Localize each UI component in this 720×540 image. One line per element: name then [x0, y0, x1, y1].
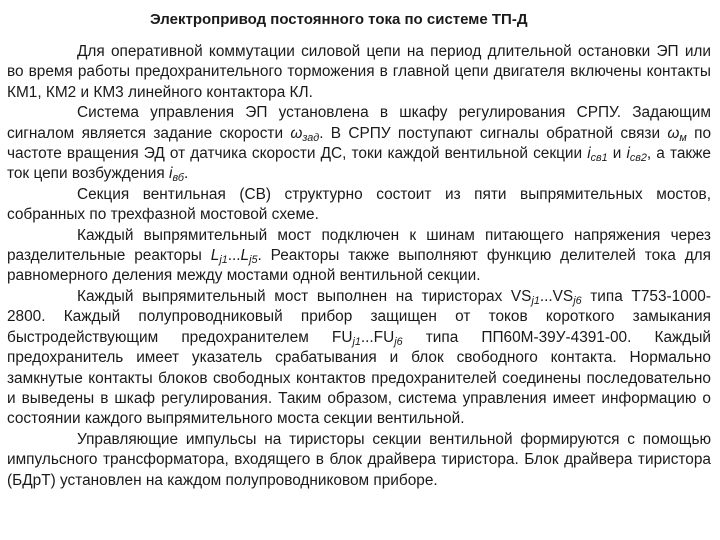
document-title: Электропривод постоянного тока по системе ТП-Д [150, 11, 528, 28]
subscript-zad: зад [302, 131, 320, 144]
paragraph-reactors [7, 226, 711, 287]
text-run: . [184, 165, 189, 183]
text-run: Каждый выпрямительный мост подключен к шинам питающего напряжения через разделительные реакторы [7, 226, 711, 265]
text-run: ...FU [360, 328, 395, 346]
text-run: ... [227, 247, 241, 265]
subscript-vb: вб [172, 172, 184, 185]
symbol-i: i [587, 145, 591, 163]
symbol-omega: ω [290, 124, 303, 142]
text-run: . Реакторы также выполняют функцию делителей тока для равномерного деления между мостами одной вентильной секции. [7, 247, 711, 285]
paragraph-thyristors [7, 287, 711, 430]
subscript-j5: j5 [249, 254, 258, 267]
symbol-i: i [169, 165, 173, 183]
subscript-j6: j6 [394, 335, 403, 348]
paragraph-control-system [7, 103, 711, 185]
text-run: , а также ток цепи возбуждения [7, 145, 711, 183]
symbol-l: L [240, 247, 250, 265]
text-run: по частоте вращения ЭД от датчика скорости ДС, токи каждой вентильной секции [7, 124, 712, 163]
symbol-l: L [210, 247, 220, 265]
document-page [7, 0, 711, 540]
text-run: типа ПП60М-39У-4391-00. Каждый предохранитель имеет указатель срабатывания и блок свободного контакта. Нормально замкнутые контакты блоков свободных контактов предохранителей соединены последовательно и выведены в шкаф регулирования. Таким образом, система управления имеет информацию о состоянии каждого выпрямительного моста секции вентильной. [7, 328, 711, 428]
subscript-sv1: св1 [590, 152, 608, 165]
symbol-omega: ω [667, 124, 680, 142]
paragraph-valve-section: Секция вентильная (СВ) структурно состоит из пяти выпрямительных мостов, собранных по трехфазной мостовой схеме. [7, 185, 711, 224]
subscript-j6: j6 [573, 295, 582, 308]
text-run: . В СРПУ поступают сигналы обратной связи [319, 124, 668, 142]
text-run: Каждый выпрямительный мост выполнен на тиристорах VS [77, 287, 532, 305]
text-run: Система управления ЭП установлена в шкафу регулирования СРПУ. Задающим сигналом является задание скорости [7, 104, 711, 142]
paragraph-control-pulses: Управляющие импульсы на тиристоры секции вентильной формируются с помощью импульсного трансформатора, входящего в блок драйвера тиристора. Блок драйвера тиристора (БДрТ) установлен на каждом полупроводниковом приборе. [7, 430, 711, 489]
subscript-j1: j1 [352, 335, 361, 348]
subscript-m: м [679, 131, 687, 144]
symbol-i: i [626, 145, 630, 163]
paragraph-contactor: Для оперативной коммутации силовой цепи на период длительной остановки ЭП или во время работы предохранительного торможения в главной цепи двигателя включены контакты КМ1, КМ2 и КМ3 линейного контактора КЛ. [7, 43, 711, 101]
document-body [7, 42, 711, 491]
text-run: и [607, 145, 627, 163]
subscript-j1: j1 [531, 295, 540, 308]
text-run: типа Т753-1000-2800. Каждый полупроводниковый прибор защищен от токов короткого замыкания быстродействующим предохранителем FU [7, 287, 711, 346]
text-run: ...VS [539, 287, 574, 305]
subscript-j1: j1 [219, 254, 228, 267]
subscript-sv2: св2 [629, 152, 647, 165]
